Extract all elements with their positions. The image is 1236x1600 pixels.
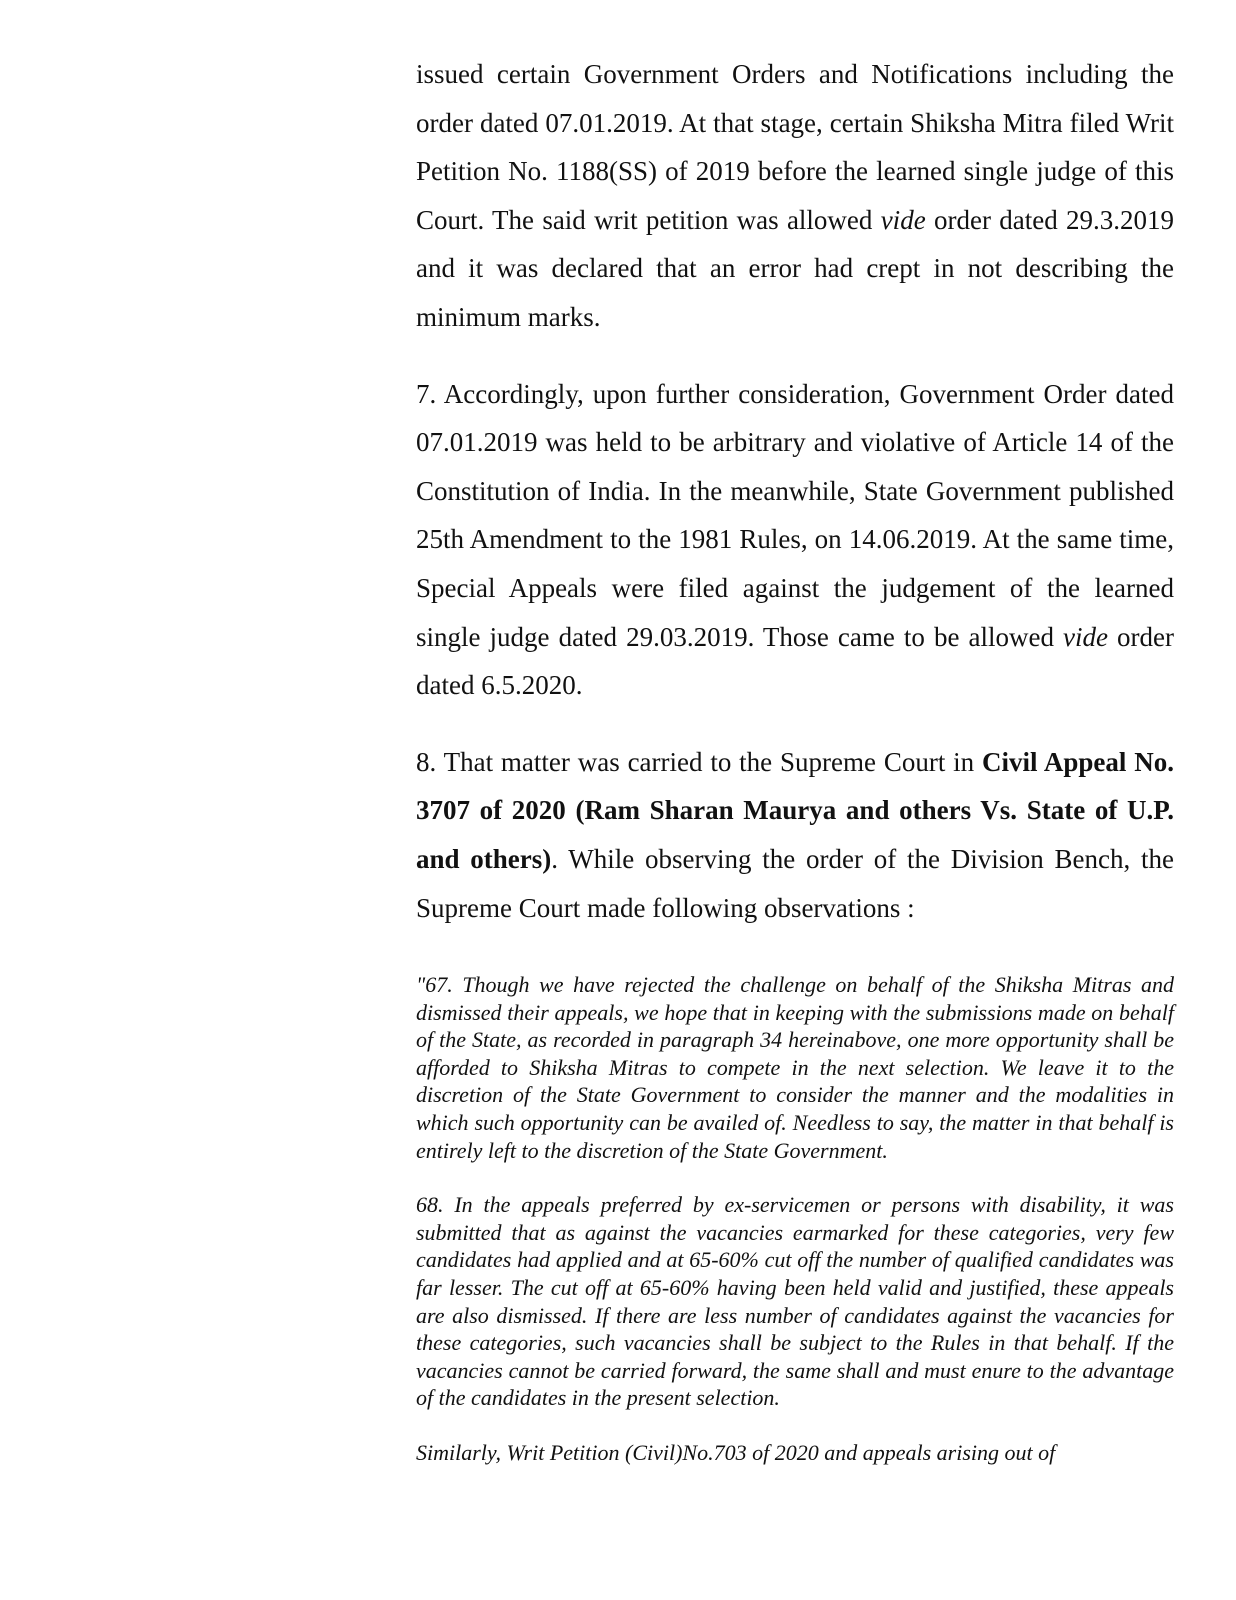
paragraph-text: 8. That matter was carried to the Supreme Court in [416, 746, 983, 777]
case-citation: Civil Appeal No. 3707 of 2020 (Ram Sharan Maurya and others Vs. State of U.P. and others) [416, 746, 1174, 874]
paragraph-text: order dated 6.5.2020. [416, 621, 1174, 701]
paragraph-text: . While observing the order of the Division Bench, the Supreme Court made following observations : [416, 843, 1174, 923]
quote-paragraph-67: "67. Though we have rejected the challenge on behalf of the Shiksha Mitras and dismissed their appeals, we hope that in keeping with the submissions made on behalf of the State, as recorded in paragraph 34 hereinabove, one more opportunity shall be afforded to Shiksha Mitras to compete in the next selection. We leave it to the discretion of the State Government to consider the manner and the modalities in which such opportunity can be availed of. Needless to say, the matter in that behalf is entirely left to the discretion of the State Government. [416, 972, 1174, 1163]
italic-vide: vide [880, 204, 926, 235]
quote-similarly: Similarly, Writ Petition (Civil)No.703 of 2020 and appeals arising out of [416, 1440, 1056, 1465]
paragraph-text: order dated 29.3.2019 and it was declared that an error had crept in not describing the minimum marks. [416, 204, 1174, 332]
paragraph-7 [416, 370, 1174, 710]
paragraph-text: 7. Accordingly, upon further consideration, Government Order dated 07.01.2019 was held to be arbitrary and violative of Article 14 of the Constitution of India. In the meanwhile, State Government published 25th Amendment to the 1981 Rules, on 14.06.2019. At the same time, Special Appeals were filed against the judgement of the learned single judge dated 29.03.2019. Those came to be allowed [416, 378, 1174, 652]
italic-vide: vide [1063, 621, 1108, 652]
document-page [416, 50, 1174, 1494]
quote-paragraph-68: 68. In the appeals preferred by ex-servicemen or persons with disability, it was submitted that as against the vacancies earmarked for these categories, very few candidates had applied and at 65-60% cut off the number of qualified candidates was far lesser. The cut off at 65-60% having been held valid and justified, these appeals are also dismissed. If there are less number of candidates against the vacancies for these categories, such vacancies shall be subject to the Rules in that behalf. If the vacancies cannot be carried forward, the same shall and must enure to the advantage of the candidates in the present selection. [416, 1192, 1174, 1411]
paragraph-8 [416, 738, 1174, 932]
paragraph-text: issued certain Government Orders and Notifications including the order dated 07.01.2019. At that stage, certain Shiksha Mitra filed Writ Petition No. 1188(SS) of 2019 before the learned single judge of this Court. The said writ petition was allowed [416, 59, 1174, 235]
paragraph-6-continued [416, 50, 1174, 342]
